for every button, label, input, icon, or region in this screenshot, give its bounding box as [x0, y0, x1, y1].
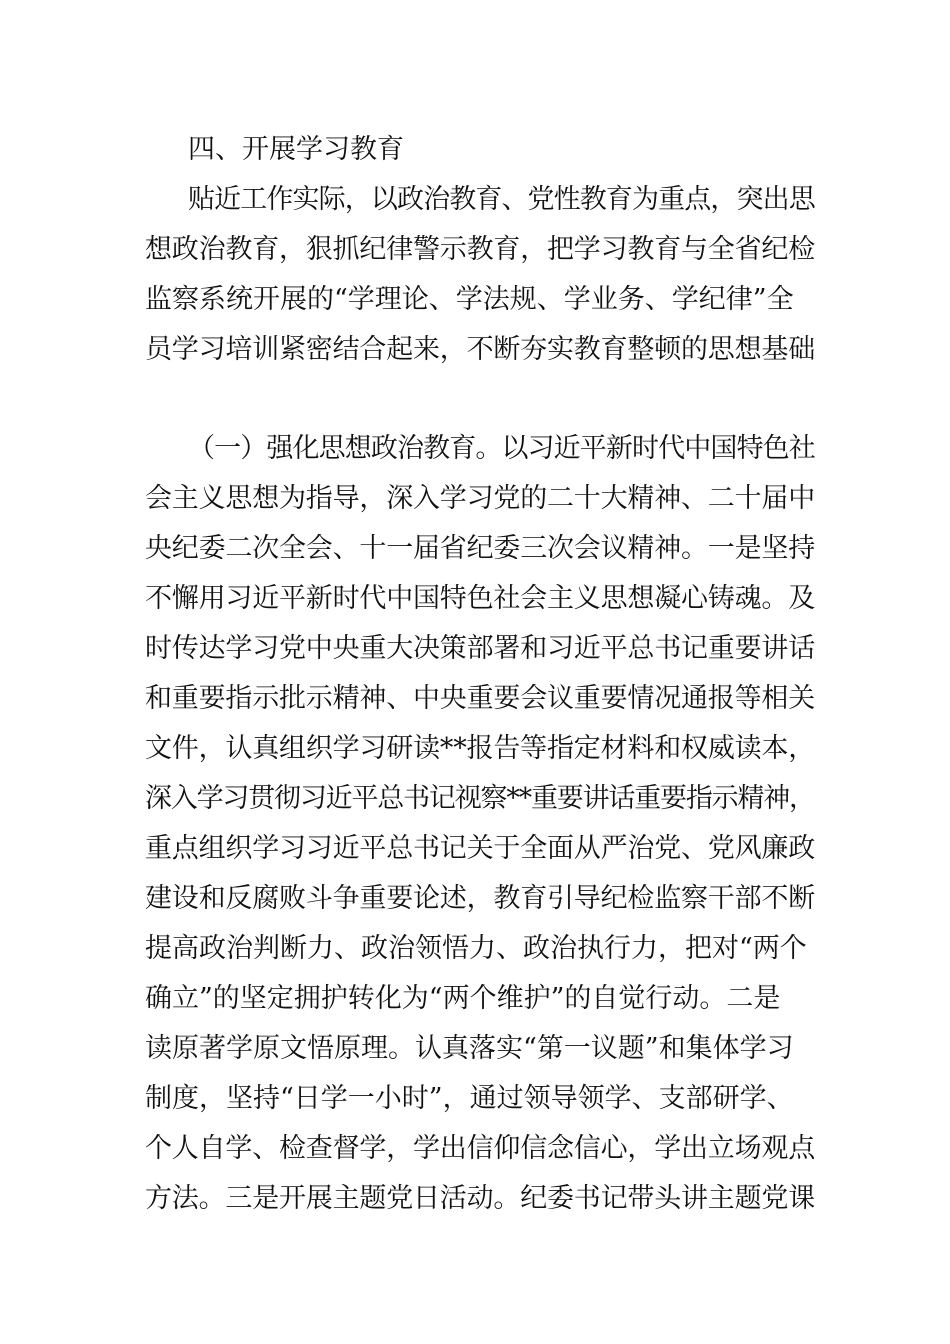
paragraph-line: 读原著学原文悟原理。认真落实“第一议题”和集体学习 [145, 1033, 794, 1064]
paragraph-line: 建设和反腐败斗争重要论述，教育引导纪检监察干部不断 [145, 883, 815, 914]
paragraph-line: 提高政治判断力、政治领悟力、政治执行力，把对“两个 [145, 933, 807, 964]
paragraph-line: 不懈用习近平新时代中国特色社会主义思想凝心铸魂。及 [145, 583, 815, 614]
paragraph-line: 时传达学习党中央重大决策部署和习近平总书记重要讲话 [145, 633, 815, 664]
paragraph-line: 贴近工作实际，以政治教育、党性教育为重点，突出思 [188, 184, 815, 215]
paragraph-line: 确立”的坚定拥护转化为“两个维护”的自觉行动。二是 [145, 983, 781, 1014]
paragraph-line: 监察系统开展的“学理论、学法规、学业务、学纪律”全 [145, 284, 794, 315]
paragraph-line: 想政治教育，狠抓纪律警示教育，把学习教育与全省纪检 [145, 234, 815, 265]
paragraph-line: 会主义思想为指导，深入学习党的二十大精神、二十届中 [145, 483, 815, 514]
paragraph-line: 深入学习贯彻习近平总书记视察**重要讲话重要指示精神， [145, 783, 815, 814]
paragraph-line: 员学习培训紧密结合起来，不断夯实教育整顿的思想基础 [145, 334, 815, 365]
paragraph-line: 制度，坚持“日学一小时”，通过领导领学、支部研学、 [145, 1083, 794, 1114]
paragraph-line: 重点组织学习习近平总书记关于全面从严治党、党风廉政 [145, 833, 815, 864]
section-heading: 四、开展学习教育 [188, 134, 404, 165]
paragraph-line: 央纪委二次全会、十一届省纪委三次会议精神。一是坚持 [145, 533, 815, 564]
paragraph-line: 文件，认真组织学习研读**报告等指定材料和权威读本， [145, 733, 816, 764]
paragraph-line: 和重要指示批示精神、中央重要会议重要情况通报等相关 [145, 683, 815, 714]
paragraph-line: （一）强化思想政治教育。以习近平新时代中国特色社 [188, 433, 815, 464]
paragraph-line: 方法。三是开展主题党日活动。纪委书记带头讲主题党课 [145, 1183, 815, 1214]
paragraph-line: 个人自学、检查督学，学出信仰信念信心，学出立场观点 [145, 1133, 815, 1164]
